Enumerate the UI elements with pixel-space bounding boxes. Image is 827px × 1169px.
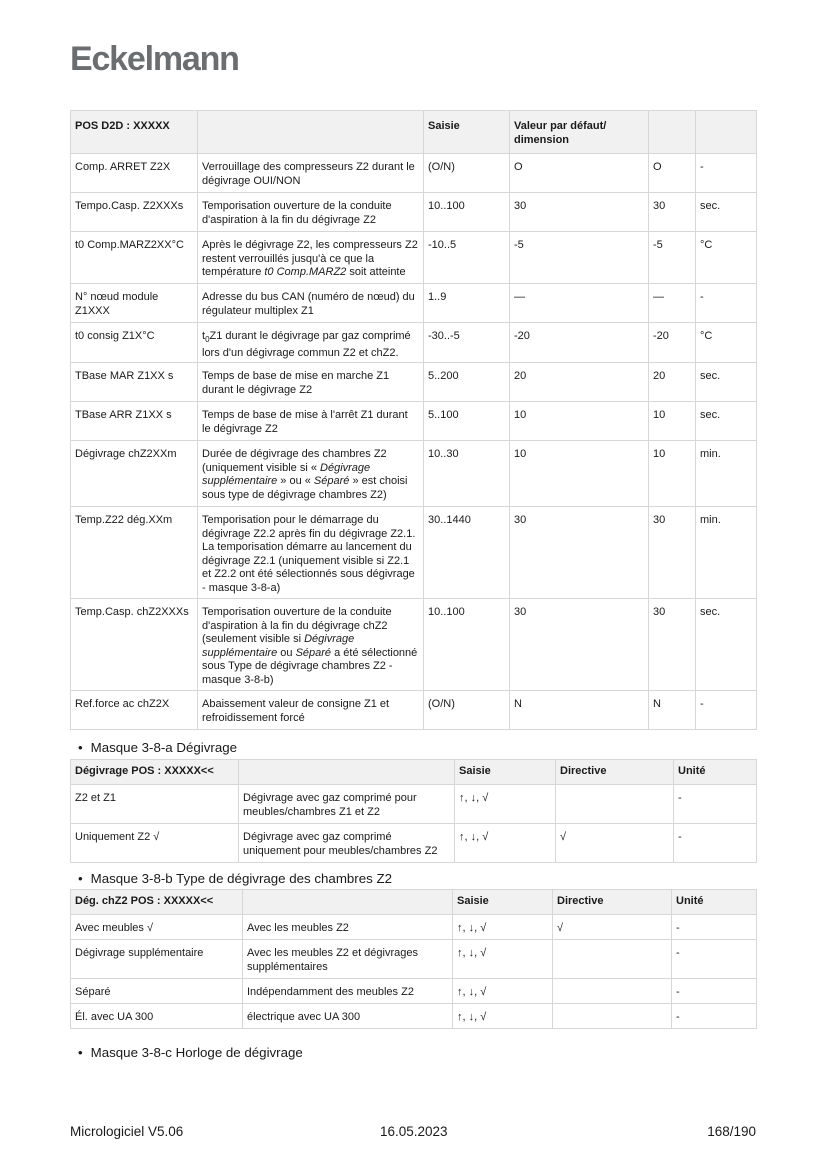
param-value: 10 bbox=[649, 441, 696, 507]
footer-page-number: 168/190 bbox=[707, 1124, 756, 1139]
option-directive bbox=[553, 979, 672, 1004]
table-row bbox=[71, 691, 757, 730]
param-name: Ref.force ac chZ2X bbox=[71, 691, 198, 730]
table-header-row bbox=[71, 111, 757, 154]
option-unit: - bbox=[674, 824, 757, 863]
table-row bbox=[71, 599, 757, 691]
header-unit: Unité bbox=[674, 760, 757, 785]
param-value: O bbox=[649, 154, 696, 193]
param-name: t0 consig Z1X°C bbox=[71, 323, 198, 363]
param-desc: Abaissement valeur de consigne Z1 et refroidissement forcé bbox=[198, 691, 424, 730]
param-name: Temp.Z22 dég.XXm bbox=[71, 507, 198, 599]
bullet-text: Masque 3-8-a Dégivrage bbox=[90, 740, 237, 755]
option-unit: - bbox=[674, 785, 757, 824]
param-default: — bbox=[510, 284, 649, 323]
param-unit: °C bbox=[696, 232, 757, 284]
header-saisie: Saisie bbox=[424, 111, 510, 154]
param-default: -20 bbox=[510, 323, 649, 363]
table-row bbox=[71, 915, 757, 940]
param-name: Comp. ARRET Z2X bbox=[71, 154, 198, 193]
param-unit: sec. bbox=[696, 402, 757, 441]
table-row bbox=[71, 940, 757, 979]
param-name: Temp.Casp. chZ2XXXs bbox=[71, 599, 198, 691]
param-unit: °C bbox=[696, 323, 757, 363]
param-desc bbox=[198, 323, 424, 363]
option-unit: - bbox=[672, 979, 757, 1004]
table-row bbox=[71, 363, 757, 402]
option-desc: électrique avec UA 300 bbox=[243, 1004, 453, 1029]
header-value bbox=[649, 111, 696, 154]
param-unit: - bbox=[696, 284, 757, 323]
desc-italic: t0 Comp.MARZ2 bbox=[264, 266, 347, 278]
desc-text: » ou « bbox=[277, 475, 314, 487]
param-default: O bbox=[510, 154, 649, 193]
param-default: 20 bbox=[510, 363, 649, 402]
option-desc: Dégivrage avec gaz comprimé uniquement pour meubles/chambres Z2 bbox=[239, 824, 455, 863]
option-saisie: ↑, ↓, √ bbox=[455, 785, 556, 824]
header-pos: POS D2D : XXXXX bbox=[71, 111, 198, 154]
bullet-masque-3-8-b: • Masque 3-8-b Type de dégivrage des chambres Z2 bbox=[78, 871, 392, 886]
option-desc: Avec les meubles Z2 et dégivrages supplémentaires bbox=[243, 940, 453, 979]
option-desc: Avec les meubles Z2 bbox=[243, 915, 453, 940]
option-name: Séparé bbox=[71, 979, 243, 1004]
table-row bbox=[71, 1004, 757, 1029]
desc-text: Z1 durant le dégivrage par gaz comprimé lors d'un dégivrage commun Z2 et chZ2. bbox=[202, 330, 411, 359]
param-desc bbox=[198, 441, 424, 507]
option-saisie: ↑, ↓, √ bbox=[453, 1004, 553, 1029]
param-saisie: 1..9 bbox=[424, 284, 510, 323]
param-value: 30 bbox=[649, 193, 696, 232]
table-row bbox=[71, 824, 757, 863]
table-row bbox=[71, 441, 757, 507]
header-saisie: Saisie bbox=[455, 760, 556, 785]
param-unit: - bbox=[696, 691, 757, 730]
param-value: 10 bbox=[649, 402, 696, 441]
option-unit: - bbox=[672, 940, 757, 979]
desc-italic: Dégivrage supplémentaire bbox=[202, 461, 371, 487]
param-unit: sec. bbox=[696, 599, 757, 691]
param-default: 10 bbox=[510, 402, 649, 441]
mask-table-3-8-b bbox=[70, 889, 757, 1029]
header-desc bbox=[239, 760, 455, 785]
param-saisie: 5..100 bbox=[424, 402, 510, 441]
param-unit: sec. bbox=[696, 193, 757, 232]
desc-text: Après le dégivrage Z2, les compresseurs Z2 restent verrouillés jusqu'à ce que la température bbox=[202, 239, 418, 278]
param-saisie: (O/N) bbox=[424, 154, 510, 193]
param-value: -20 bbox=[649, 323, 696, 363]
table-row bbox=[71, 193, 757, 232]
option-directive bbox=[553, 940, 672, 979]
header-pos: Dég. chZ2 POS : XXXXX<< bbox=[71, 890, 243, 915]
desc-text: a été sélectionné sous Type de dégivrage chambres Z2 - masque 3-8-b) bbox=[202, 646, 418, 686]
option-unit: - bbox=[672, 1004, 757, 1029]
desc-italic: Séparé bbox=[295, 646, 332, 659]
param-desc: Temporisation ouverture de la conduite d'aspiration à la fin du dégivrage Z2 bbox=[198, 193, 424, 232]
desc-text: Durée de dégivrage des chambres Z2 (uniquement visible si « bbox=[202, 448, 387, 474]
param-desc: Temporisation pour le démarrage du dégivrage Z2.2 après fin du dégivrage Z2.1. La temporisation démarre au lancement du dégivrage Z2.1 (uniquement visible si Z2.1 et Z2.2 ont été sélectionnés sous dégivrage - masque 3-8-a) bbox=[198, 507, 424, 599]
param-unit: - bbox=[696, 154, 757, 193]
param-name: N° nœud module Z1XXX bbox=[71, 284, 198, 323]
header-unit: Unité bbox=[672, 890, 757, 915]
param-default: N bbox=[510, 691, 649, 730]
param-default: 10 bbox=[510, 441, 649, 507]
header-unit bbox=[696, 111, 757, 154]
option-saisie: ↑, ↓, √ bbox=[453, 979, 553, 1004]
param-desc bbox=[198, 599, 424, 691]
table-row bbox=[71, 154, 757, 193]
footer-date: 16.05.2023 bbox=[380, 1124, 448, 1139]
param-name: TBase MAR Z1XX s bbox=[71, 363, 198, 402]
desc-text: t bbox=[202, 330, 206, 342]
desc-text: » est choisi sous type de dégivrage chambres Z2) bbox=[202, 475, 408, 501]
desc-text: Temporisation ouverture de la conduite d'aspiration à la fin du dégivrage chZ2 (seulement visible si bbox=[202, 606, 392, 645]
table-header-row bbox=[71, 760, 757, 785]
param-value: 20 bbox=[649, 363, 696, 402]
table-row bbox=[71, 785, 757, 824]
param-unit: min. bbox=[696, 507, 757, 599]
option-unit: - bbox=[672, 915, 757, 940]
header-default: Valeur par défaut/ dimension bbox=[510, 111, 649, 154]
table-row bbox=[71, 232, 757, 284]
header-desc bbox=[243, 890, 453, 915]
option-name: Dégivrage supplémentaire bbox=[71, 940, 243, 979]
header-directive: Directive bbox=[556, 760, 674, 785]
param-saisie: -10..5 bbox=[424, 232, 510, 284]
option-saisie: ↑, ↓, √ bbox=[453, 915, 553, 940]
mask-table-3-8-a bbox=[70, 759, 757, 863]
option-name: Él. avec UA 300 bbox=[71, 1004, 243, 1029]
table-row bbox=[71, 402, 757, 441]
desc-subscript: 0 bbox=[205, 335, 210, 345]
param-desc: Temps de base de mise en marche Z1 durant le dégivrage Z2 bbox=[198, 363, 424, 402]
header-desc bbox=[198, 111, 424, 154]
option-name: Z2 et Z1 bbox=[71, 785, 239, 824]
param-name: Dégivrage chZ2XXm bbox=[71, 441, 198, 507]
param-desc: Verrouillage des compresseurs Z2 durant le dégivrage OUI/NON bbox=[198, 154, 424, 193]
param-desc: Temps de base de mise à l'arrêt Z1 durant le dégivrage Z2 bbox=[198, 402, 424, 441]
param-saisie: 10..100 bbox=[424, 599, 510, 691]
param-default: -5 bbox=[510, 232, 649, 284]
param-saisie: -30..-5 bbox=[424, 323, 510, 363]
param-desc bbox=[198, 232, 424, 284]
param-saisie: 5..200 bbox=[424, 363, 510, 402]
param-saisie: 10..100 bbox=[424, 193, 510, 232]
option-desc: Dégivrage avec gaz comprimé pour meubles/chambres Z1 et Z2 bbox=[239, 785, 455, 824]
footer-firmware-version: Micrologiciel V5.06 bbox=[70, 1124, 184, 1139]
param-name: Tempo.Casp. Z2XXXs bbox=[71, 193, 198, 232]
option-directive bbox=[553, 1004, 672, 1029]
bullet-text: Masque 3-8-c Horloge de dégivrage bbox=[90, 1045, 303, 1060]
parameter-table-d2d bbox=[70, 110, 757, 730]
option-saisie: ↑, ↓, √ bbox=[453, 940, 553, 979]
desc-text: soit atteinte bbox=[346, 266, 406, 278]
param-default: 30 bbox=[510, 193, 649, 232]
header-directive: Directive bbox=[553, 890, 672, 915]
param-saisie: 30..1440 bbox=[424, 507, 510, 599]
desc-text: ou bbox=[277, 646, 296, 659]
eckelmann-logo: Eckelmann bbox=[70, 40, 239, 78]
header-saisie: Saisie bbox=[453, 890, 553, 915]
param-name: TBase ARR Z1XX s bbox=[71, 402, 198, 441]
table-row bbox=[71, 979, 757, 1004]
bullet-masque-3-8-c: • Masque 3-8-c Horloge de dégivrage bbox=[78, 1045, 303, 1060]
param-desc: Adresse du bus CAN (numéro de nœud) du régulateur multiplex Z1 bbox=[198, 284, 424, 323]
table-row bbox=[71, 507, 757, 599]
param-default: 30 bbox=[510, 507, 649, 599]
option-directive: √ bbox=[553, 915, 672, 940]
param-value: -5 bbox=[649, 232, 696, 284]
table-header-row bbox=[71, 890, 757, 915]
param-unit: min. bbox=[696, 441, 757, 507]
bullet-masque-3-8-a: • Masque 3-8-a Dégivrage bbox=[78, 740, 237, 755]
desc-italic: Dégivrage supplémentaire bbox=[202, 633, 355, 659]
param-value: N bbox=[649, 691, 696, 730]
header-pos: Dégivrage POS : XXXXX<< bbox=[71, 760, 239, 785]
param-unit: sec. bbox=[696, 363, 757, 402]
option-directive: √ bbox=[556, 824, 674, 863]
table-row bbox=[71, 323, 757, 363]
option-name: Avec meubles √ bbox=[71, 915, 243, 940]
param-value: 30 bbox=[649, 507, 696, 599]
option-name: Uniquement Z2 √ bbox=[71, 824, 239, 863]
table-row bbox=[71, 284, 757, 323]
param-default: 30 bbox=[510, 599, 649, 691]
option-directive bbox=[556, 785, 674, 824]
param-saisie: 10..30 bbox=[424, 441, 510, 507]
option-desc: Indépendamment des meubles Z2 bbox=[243, 979, 453, 1004]
option-saisie: ↑, ↓, √ bbox=[455, 824, 556, 863]
desc-italic: Séparé bbox=[313, 475, 350, 487]
param-saisie: (O/N) bbox=[424, 691, 510, 730]
param-name: t0 Comp.MARZ2XX°C bbox=[71, 232, 198, 284]
param-value: 30 bbox=[649, 599, 696, 691]
bullet-text: Masque 3-8-b Type de dégivrage des chambres Z2 bbox=[90, 871, 392, 886]
param-value: — bbox=[649, 284, 696, 323]
